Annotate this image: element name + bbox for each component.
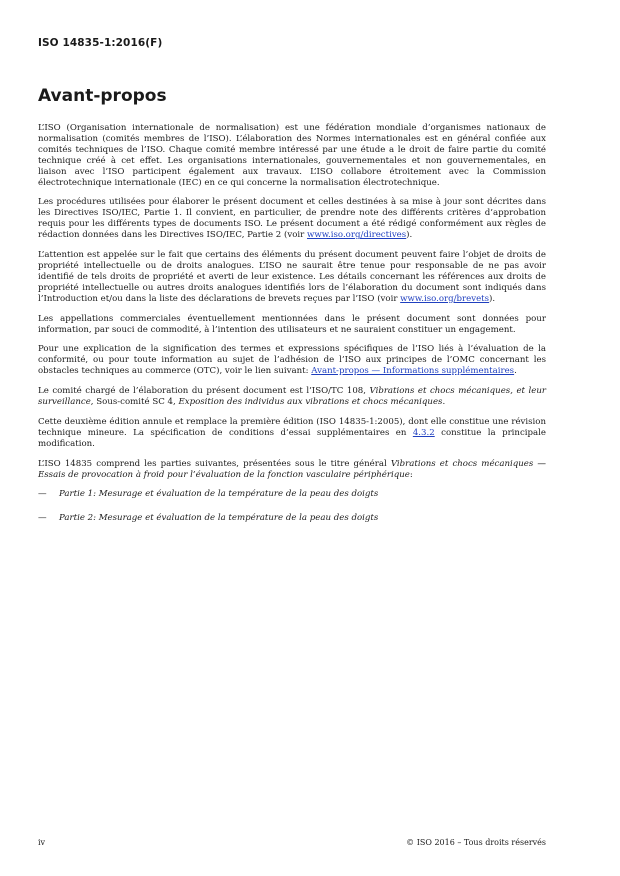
page-footer xyxy=(38,838,546,847)
committee-text-a: Le comité chargé de l’élaboration du présent document est l’ISO/TC 108, xyxy=(38,386,370,397)
list-dash: — xyxy=(38,489,47,500)
paragraph-edition xyxy=(38,417,546,450)
paragraph-edition-text: Cette deuxième édition annule et remplace la première édition (ISO 14835-1:2005), dont elle constitue une révision technique mineure. La spécification de conditions d’essai supplémentaires en xyxy=(38,416,546,438)
document-header: ISO 14835-1:2016(F) xyxy=(38,37,163,49)
paragraph-iso-intro: L’ISO (Organisation internationale de normalisation) est une fédération mondiale d’organismes nationaux de normalisation (comités membres de l’ISO). L’élaboration des Normes internationales est en général confiée aux comités techniques de l’ISO. Chaque comité membre intéressé par une étude a le droit de faire partie du comité technique créé à cet effet. Les organisations internationales, gouvernementales et non gouvernementales, en liaison avec l’ISO participent également aux travaux. L’ISO collabore étroitement avec la Commission électrotechnique internationale (IEC) en ce qui concerne la normalisation électrotechnique. xyxy=(38,123,546,188)
paragraph-conformity-text: Pour une explication de la signification des termes et expressions spécifiques de l’ISO liés à l’évaluation de la conformité, ou pour toute information au sujet de l’adhésion de l’ISO aux principes de l’OMC concernant les obstacles techniques au commerce (OTC), voir le lien suivant: xyxy=(38,344,546,377)
committee-text-e: . xyxy=(442,397,446,408)
paragraph-procedures-end: ). xyxy=(406,230,413,241)
paragraph-procedures xyxy=(38,197,546,241)
clause-4-3-2-link[interactable]: 4.3.2 xyxy=(412,427,435,438)
copyright-notice: © ISO 2016 – Tous droits réservés xyxy=(406,838,546,847)
paragraph-parts xyxy=(38,459,546,481)
paragraph-patents-text: L’attention est appelée sur le fait que certains des éléments du présent document peuvent faire l’objet de droits de propriété intellectuelle ou de droits analogues. L’ISO ne saurait être tenue pour responsable de ne pas avoir identifié de tels droits de propriété et averti de leur existence. Les détails concernant les références aux droits de propriété intellectuelle ou autres droits analogues identifiés lors de l’élaboration du document sont indiqués dans l’Introduction et/ou dans la liste des déclarations de brevets reçues par l’ISO (voir xyxy=(38,250,546,304)
page-title: Avant-propos xyxy=(38,86,167,106)
parts-text-a: L’ISO 14835 comprend les parties suivantes, présentées sous le titre général xyxy=(38,458,391,469)
parts-text-c: : xyxy=(409,469,413,480)
committee-sc-title: Exposition des individus aux vibrations et chocs mécaniques xyxy=(178,397,443,408)
list-dash: — xyxy=(38,513,47,524)
parts-general-title: Vibrations et chocs mécaniques — Essais de provocation à froid pour l’évaluation de la fonction vasculaire périphérique xyxy=(38,458,546,480)
paragraph-trade-names: Les appellations commerciales éventuellement mentionnées dans le présent document sont données pour information, par souci de commodité, à l’intention des utilisateurs et ne sauraient constituer un engagement. xyxy=(38,313,546,335)
paragraph-patents-end: ). xyxy=(489,293,496,304)
foreword-body xyxy=(38,123,546,537)
committee-text-c: , Sous-comité SC 4, xyxy=(90,397,179,408)
paragraph-patents xyxy=(38,250,546,305)
part-2-title: Partie 2: Mesurage et évaluation de la température de la peau des doigts xyxy=(59,513,379,524)
paragraph-conformity-end: . xyxy=(514,366,517,377)
patents-link[interactable]: www.iso.org/brevets xyxy=(400,293,490,304)
supplementary-info-link[interactable]: Avant-propos — Informations supplémentaires xyxy=(311,366,515,377)
list-item xyxy=(38,489,546,500)
paragraph-procedures-text: Les procédures utilisées pour élaborer le présent document et celles destinées à sa mise à jour sont décrites dans les Directives ISO/IEC, Partie 1. Il convient, en particulier, de prendre note des différents critères d’approbation requis pour les différents types de documents ISO. Le présent document a été rédigé conformément aux règles de rédaction données dans les Directives ISO/IEC, Partie 2 (voir xyxy=(38,197,546,241)
part-1-title: Partie 1: Mesurage et évaluation de la température de la peau des doigts xyxy=(59,489,379,500)
paragraph-committee xyxy=(38,386,546,408)
directives-link[interactable]: www.iso.org/directives xyxy=(306,230,407,241)
paragraph-edition-end: constitue la principale modification. xyxy=(38,427,546,449)
page-number: iv xyxy=(38,838,46,847)
committee-tc-title: Vibrations et chocs mécaniques, et leur surveillance xyxy=(38,386,546,408)
list-item xyxy=(38,513,546,524)
paragraph-conformity xyxy=(38,344,546,377)
